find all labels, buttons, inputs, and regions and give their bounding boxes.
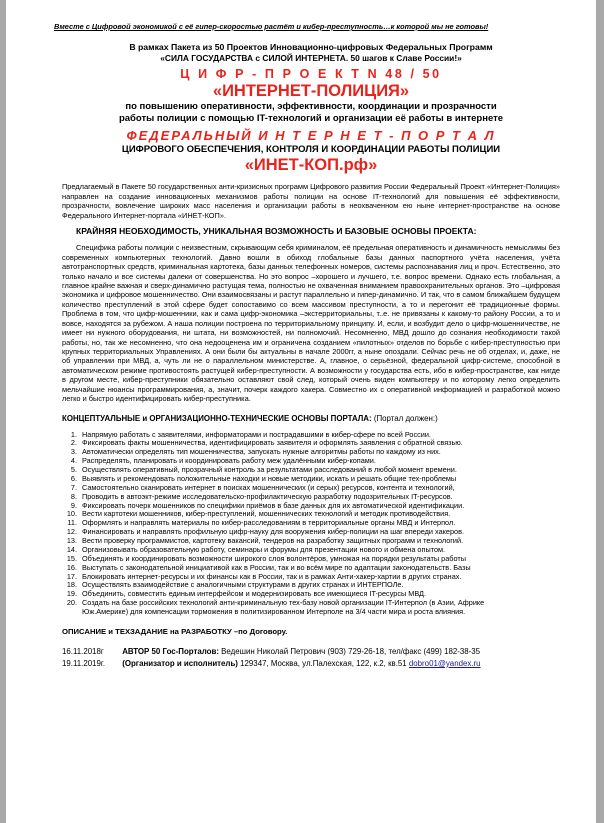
portal-site: «ИНЕТ-КОП.рф»: [244, 156, 378, 174]
section1-title: КРАЙНЯЯ НЕОБХОДИМОСТЬ, УНИКАЛЬНАЯ ВОЗМОЖНОСТЬ И БАЗОВЫЕ ОСНОВЫ ПРОЕКТА:: [76, 226, 477, 237]
list-item: 9. Фиксировать почерк мошенников по специфики приёмов в базе данных для их автоматической идентификации.: [70, 500, 465, 510]
body-paragraph: Специфика работы полиции с неизвестным, скрывающим себя криминалом, её предельная оперативность и динамичность немыслимы без современных компьютерных технологий. Давно вошли в обиход глобальные базы данных паспортного учёта населения, учёта автотранспортных средств, криминальная картотека, базы данных телефонных номеров, системы распознавания лиц и проч. Естественно, это только начало и все системы далеки от совершенства. Но это вопрос –хорошего и лучшего, т.е. вопрос времени. Однако есть глобальная, а главное крайне важная и сверх-динамично растущая тема, полностью не охваченная вниманием правоохранительных органов. Это –цифровая экономика и цифровое мошенничество. Они взаимосвязаны и растут параллельно и гипер-динамично. И так, что в самом ближайшем будущем количество преступлений в этой сфере будет сопоставимо со всем массивом преступности, а то и перегонит её традиционные формы. Проблема в том, что цифр-мошенники, как и сама цифр-экономика –экстерриториальны, т..е. не привязаны к какому-то району России, а то и вовсе, находятся за рубежом. А наша полиции построена по территориальному принципу. И, если, и возбудит дело о цифр-мошенничестве, не имеет ни нужного оборудования, ни штата, ни возможностей, ни полномочий. Несомненно, МВД дошло до сознания необходимости такой работы, но, так же несомненно, что она недооценена им и ограничена созданием «пилотных» отделов по борьбе с кибер-преступностью при крупных территориальных Управлениях. А они были бы актуальны в начале 2000гг, а ныне опоздали. Сейчас речь не об отделах, и, даже, не об управлении при МВД, а, чуть ли не о параллельном министерстве. А, главное, о серьёзной, федеральной цифр-системе, способной в автоматическом режиме противостоять растущей кибер-преступности. А возможности у государства есть, ибо в кибер-пространстве, как нигде в другом месте, кибер-преступники обязательно оставляют свой след, который очень виден компьютеру и по которому легко определить мельчайшие нюансы программирования, а, значит, почерк каждого хакера. Совместно их с оперативной информацией и разработкой можно легко и быстро идентифицировать кибер-преступника.: [62, 243, 560, 404]
signature-line-1: [62, 647, 560, 657]
list-item: 1. Напрямую работать с заявителями, информаторами и пострадавшими в кибер-сфере по всей России.: [70, 429, 431, 439]
list-item: 15. Объединять и координировать возможности широкого слоя волонтёров, умножая на порядки результаты работы: [66, 553, 466, 563]
footer-title: ОПИСАНИЕ и ТЕХЗАДАНИЕ на РАЗРАБОТКУ –по Договору.: [62, 626, 288, 636]
author-label: АВТОР 50 Гос-Порталов:: [122, 646, 219, 656]
list-item: 13. Вести проверку программистов, картотеку вакансий, тендеров на разработку защитных программ и технологий.: [66, 536, 464, 546]
portal-title: ФЕДЕРАЛЬНЫЙ И Н Т Е Р Н Е Т - П О Р Т А Л: [126, 128, 496, 143]
section2-note: (Портал должен:): [373, 413, 438, 423]
portal-functions-list: [62, 431, 560, 609]
list-item: 19. Объединить, совместить единым интерфейсом и модернизировать все имеющиеся IT-ресурсы МВД.: [66, 589, 426, 599]
top-line: Вместе с Цифровой экономикой с её гипер-скоростью растёт и кибер-преступность…к которой мы не готовы!: [54, 22, 489, 31]
list-item: 5. Осуществлять оперативный, прозрачный контроль за результатами расследований в любой момент времени.: [70, 465, 457, 475]
project-number: Ц И Ф Р - П Р О Е К Т N 48 / 50: [180, 67, 442, 81]
author-contacts: Ведешин Николай Петрович (903) 729-26-18, тел/факс (499) 182-38-35: [221, 646, 481, 656]
section2-title: [62, 413, 560, 424]
portal-subtitle: ЦИФРОВОГО ОБЕСПЕЧЕНИЯ, КОНТРОЛЯ И КООРДИНАЦИИ РАБОТЫ ПОЛИЦИИ: [121, 144, 501, 155]
list-item: 16. Выступать с законодательной инициативой как в России, так и во всём мире по адаптации законодательств. Базы: [66, 562, 471, 572]
list-item: 12. Финансировать и направлять профильную цифр-науку для вооружения кибер-полиции на шаг впереди хакеров.: [66, 527, 465, 537]
date-2: 19.11.2019г.: [62, 658, 106, 668]
list-item: 14. Организовывать образовательную работу, семинары и форумы для презентации нового и обмена опытом.: [66, 544, 446, 554]
list-item: 4. Распределять, планировать и координировать работу меж удалёнными кибер-копами.: [70, 456, 376, 466]
header-line1: В рамках Пакета из 50 Проектов Инновационно-цифровых Федеральных Программ: [129, 42, 493, 52]
list-item: 8. Проводить в автоэкт-режиме исследовательско-профилактическую разработку подозрительных IT-ресурсов.: [70, 491, 453, 501]
organizer-label: (Организатор и исполнитель): [122, 658, 238, 668]
document-page: [6, 0, 596, 823]
header-line2: «СИЛА ГОСУДАРСТВА с СИЛОЙ ИНТЕРНЕТА. 50 шагов к Славе России!»: [160, 53, 462, 63]
list-item: 6. Выявлять и рекомендовать положительные находки и новые методики, искать и решать общие тех-проблемы: [70, 473, 457, 483]
list-item: 11. Оформлять и направлять материалы по кибер-расследованиям в территориальные органы МВД и Интерпол.: [67, 518, 456, 528]
list-item: 7. Самостоятельно сканировать интернет в поисках мошеннических (и серых) ресурсов, контента и технологий,: [70, 482, 455, 492]
section2-heading: КОНЦЕПТУАЛЬНЫЕ и ОРГАНИЗАЦИОННО-ТЕХНИЧЕСКИЕ ОСНОВЫ ПОРТАЛА:: [62, 413, 372, 423]
intro-paragraph: Предлагаемый в Пакете 50 государственных анти-кризисных программ Цифрового развития России Федеральный Проект «Интернет-Полиция» направлен на создание инновационных механизмов работы полиции на основе IT-технологий для повышения её эффективности, прозрачности, вовлечение широких масс населения и организации работы в неохваченном ею ныне интернет-пространстве на основе Федерального Интернет-портала «ИНЕТ-КОП».: [62, 182, 560, 220]
project-name: «ИНТЕРНЕТ-ПОЛИЦИЯ»: [212, 82, 410, 100]
document-body: [54, 22, 560, 669]
project-sub2: работы полиции с помощью IT-технологий и организации её работы в интернете: [118, 113, 504, 124]
list-item: 3. Автоматически определять тип мошенничества, запускать нужные алгоритмы работы по каждому из них.: [70, 447, 441, 457]
list-item: 2. Фиксировать факты мошенничества, идентифицировать заявителя и оформлять заявления с обратной связью.: [70, 438, 463, 448]
list-item: 18. Осуществлять взаимодействие с аналогичными структурами в других странах и ИНТЕРПОЛе.: [66, 580, 404, 590]
list-item: 10. Вести картотеки мошенников, кибер-преступлений, мошеннических технологий и методик противодействия.: [66, 509, 451, 519]
list-item: 17. Блокировать интернет-ресурсы и их финансы как в России, так и в рамках Анти-хакер-хартии в других странах.: [66, 571, 462, 581]
date-1: 16.11.2018г: [62, 646, 104, 656]
project-sub1: по повышению оперативности, эффективности, координации и прозрачности: [125, 101, 497, 112]
email-link[interactable]: dobro01@yandex.ru: [408, 658, 481, 668]
address: 129347, Москва, ул.Палехская, 122, к.2, кв.51: [240, 658, 407, 668]
list-item-continuation: Юж.Америке) для компенсации торможения в политизированном Интерполе на 3/4 части мира и роста влияния.: [82, 607, 466, 617]
list-item: 20. Создать на базе российских технологий анти-криминальную тех-базу новой организации IT-Интерпол (в Азии, Африке: [66, 598, 485, 608]
signature-line-2: [62, 659, 560, 669]
